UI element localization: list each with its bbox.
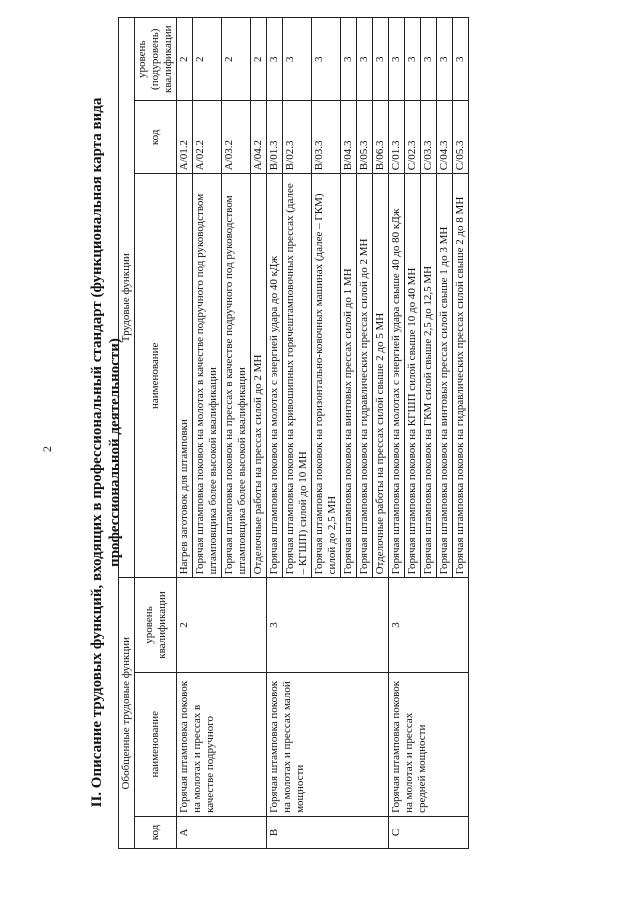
function-level: 3 — [373, 18, 389, 101]
functional-map-table — [118, 17, 469, 849]
group-level: 3 — [267, 578, 389, 672]
group-name: Горячая штамповка поковок на молотах и прессах малой мощности — [267, 672, 389, 816]
table-body — [177, 18, 469, 849]
function-name: Нагрев заготовок для штамповки — [177, 174, 193, 578]
group-level: 2 — [177, 578, 267, 672]
function-code: C/04.3 — [437, 101, 453, 174]
group-level: 3 — [389, 578, 469, 672]
header-labor-functions: Трудовые функции — [119, 18, 135, 578]
function-code: A/01.2 — [177, 101, 193, 174]
function-level: 3 — [437, 18, 453, 101]
function-name: Горячая штамповка поковок на гидравлических прессах силой до 2 МН — [357, 174, 373, 578]
function-name: Горячая штамповка поковок на винтовых прессах силой до 1 МН — [341, 174, 357, 578]
function-code: B/03.3 — [312, 101, 341, 174]
function-level: 3 — [357, 18, 373, 101]
header-tf-code: код — [135, 101, 177, 174]
function-name: Отделочные работы на прессах силой свыше 2 до 5 МН — [373, 174, 389, 578]
title-line-2: профессиональной деятельности) — [107, 338, 123, 567]
function-code: B/04.3 — [341, 101, 357, 174]
function-level: 3 — [389, 18, 405, 101]
function-level: 3 — [421, 18, 437, 101]
function-code: A/03.2 — [222, 101, 251, 174]
header-qual-level: уровень квалификации — [135, 578, 177, 672]
header-generalized-functions: Обобщенные трудовые функции — [119, 578, 135, 849]
group-code: B — [267, 816, 389, 848]
function-name: Горячая штамповка поковок на горизонтально-ковочных машинах (далее – ГКМ) силой до 2,5 МН — [312, 174, 341, 578]
group-name: Горячая штамповка поковок на молотах и прессах в качестве подручного — [177, 672, 267, 816]
group-name: Горячая штамповка поковок на молотах и прессах средней мощности — [389, 672, 469, 816]
function-level: 3 — [283, 18, 312, 101]
function-name: Горячая штамповка поковок на КГШП силой свыше 10 до 40 МН — [405, 174, 421, 578]
table-row — [389, 18, 405, 849]
function-code: B/05.3 — [357, 101, 373, 174]
header-tf-name: наименование — [135, 174, 177, 578]
function-code: B/06.3 — [373, 101, 389, 174]
function-name: Горячая штамповка поковок на ГКМ силой свыше 2,5 до 12,5 МН — [421, 174, 437, 578]
function-level: 3 — [341, 18, 357, 101]
header-code: код — [135, 816, 177, 848]
function-level: 2 — [193, 18, 222, 101]
function-name: Горячая штамповка поковок на винтовых прессах силой свыше 1 до 3 МН — [437, 174, 453, 578]
header-tf-level: уровень (подуровень) квалификации — [135, 18, 177, 101]
function-code: C/03.3 — [421, 101, 437, 174]
function-level: 3 — [405, 18, 421, 101]
function-code: C/02.3 — [405, 101, 421, 174]
function-level: 2 — [177, 18, 193, 101]
function-code: B/01.3 — [267, 101, 283, 174]
function-code: A/02.2 — [193, 101, 222, 174]
function-level: 2 — [222, 18, 251, 101]
function-level: 3 — [267, 18, 283, 101]
title-line-1: II. Описание трудовых функций, входящих в профессиональный стандарт (функциональная карта вида — [89, 97, 105, 808]
page-number: 2 — [40, 446, 54, 452]
function-level: 3 — [453, 18, 469, 101]
function-code: B/02.3 — [283, 101, 312, 174]
function-name: Горячая штамповка поковок на молотах с энергией удара свыше 40 до 80 кДж — [389, 174, 405, 578]
function-level: 3 — [312, 18, 341, 101]
group-code: C — [389, 816, 469, 848]
function-name: Горячая штамповка поковок на кривошипных горячештамповочных прессах (далее – КГШП) силой до 10 МН — [283, 174, 312, 578]
function-name: Горячая штамповка поковок на молотах с энергией удара до 40 кДж — [267, 174, 283, 578]
function-name: Отделочные работы на прессах силой до 2 МН — [251, 174, 267, 578]
header-name: наименование — [135, 672, 177, 816]
group-code: A — [177, 816, 267, 848]
function-code: C/01.3 — [389, 101, 405, 174]
table-row — [267, 18, 283, 849]
function-code: C/05.3 — [453, 101, 469, 174]
function-name: Горячая штамповка поковок на прессах в качестве подручного под руководством штамповщика более высокой квалификации — [222, 174, 251, 578]
function-name: Горячая штамповка поковок на молотах в качестве подручного под руководством штамповщика более высокой квалификации — [193, 174, 222, 578]
function-name: Горячая штамповка поковок на гидравлических прессах силой свыше 2 до 8 МН — [453, 174, 469, 578]
table-row — [177, 18, 193, 849]
function-code: A/04.2 — [251, 101, 267, 174]
function-level: 2 — [251, 18, 267, 101]
